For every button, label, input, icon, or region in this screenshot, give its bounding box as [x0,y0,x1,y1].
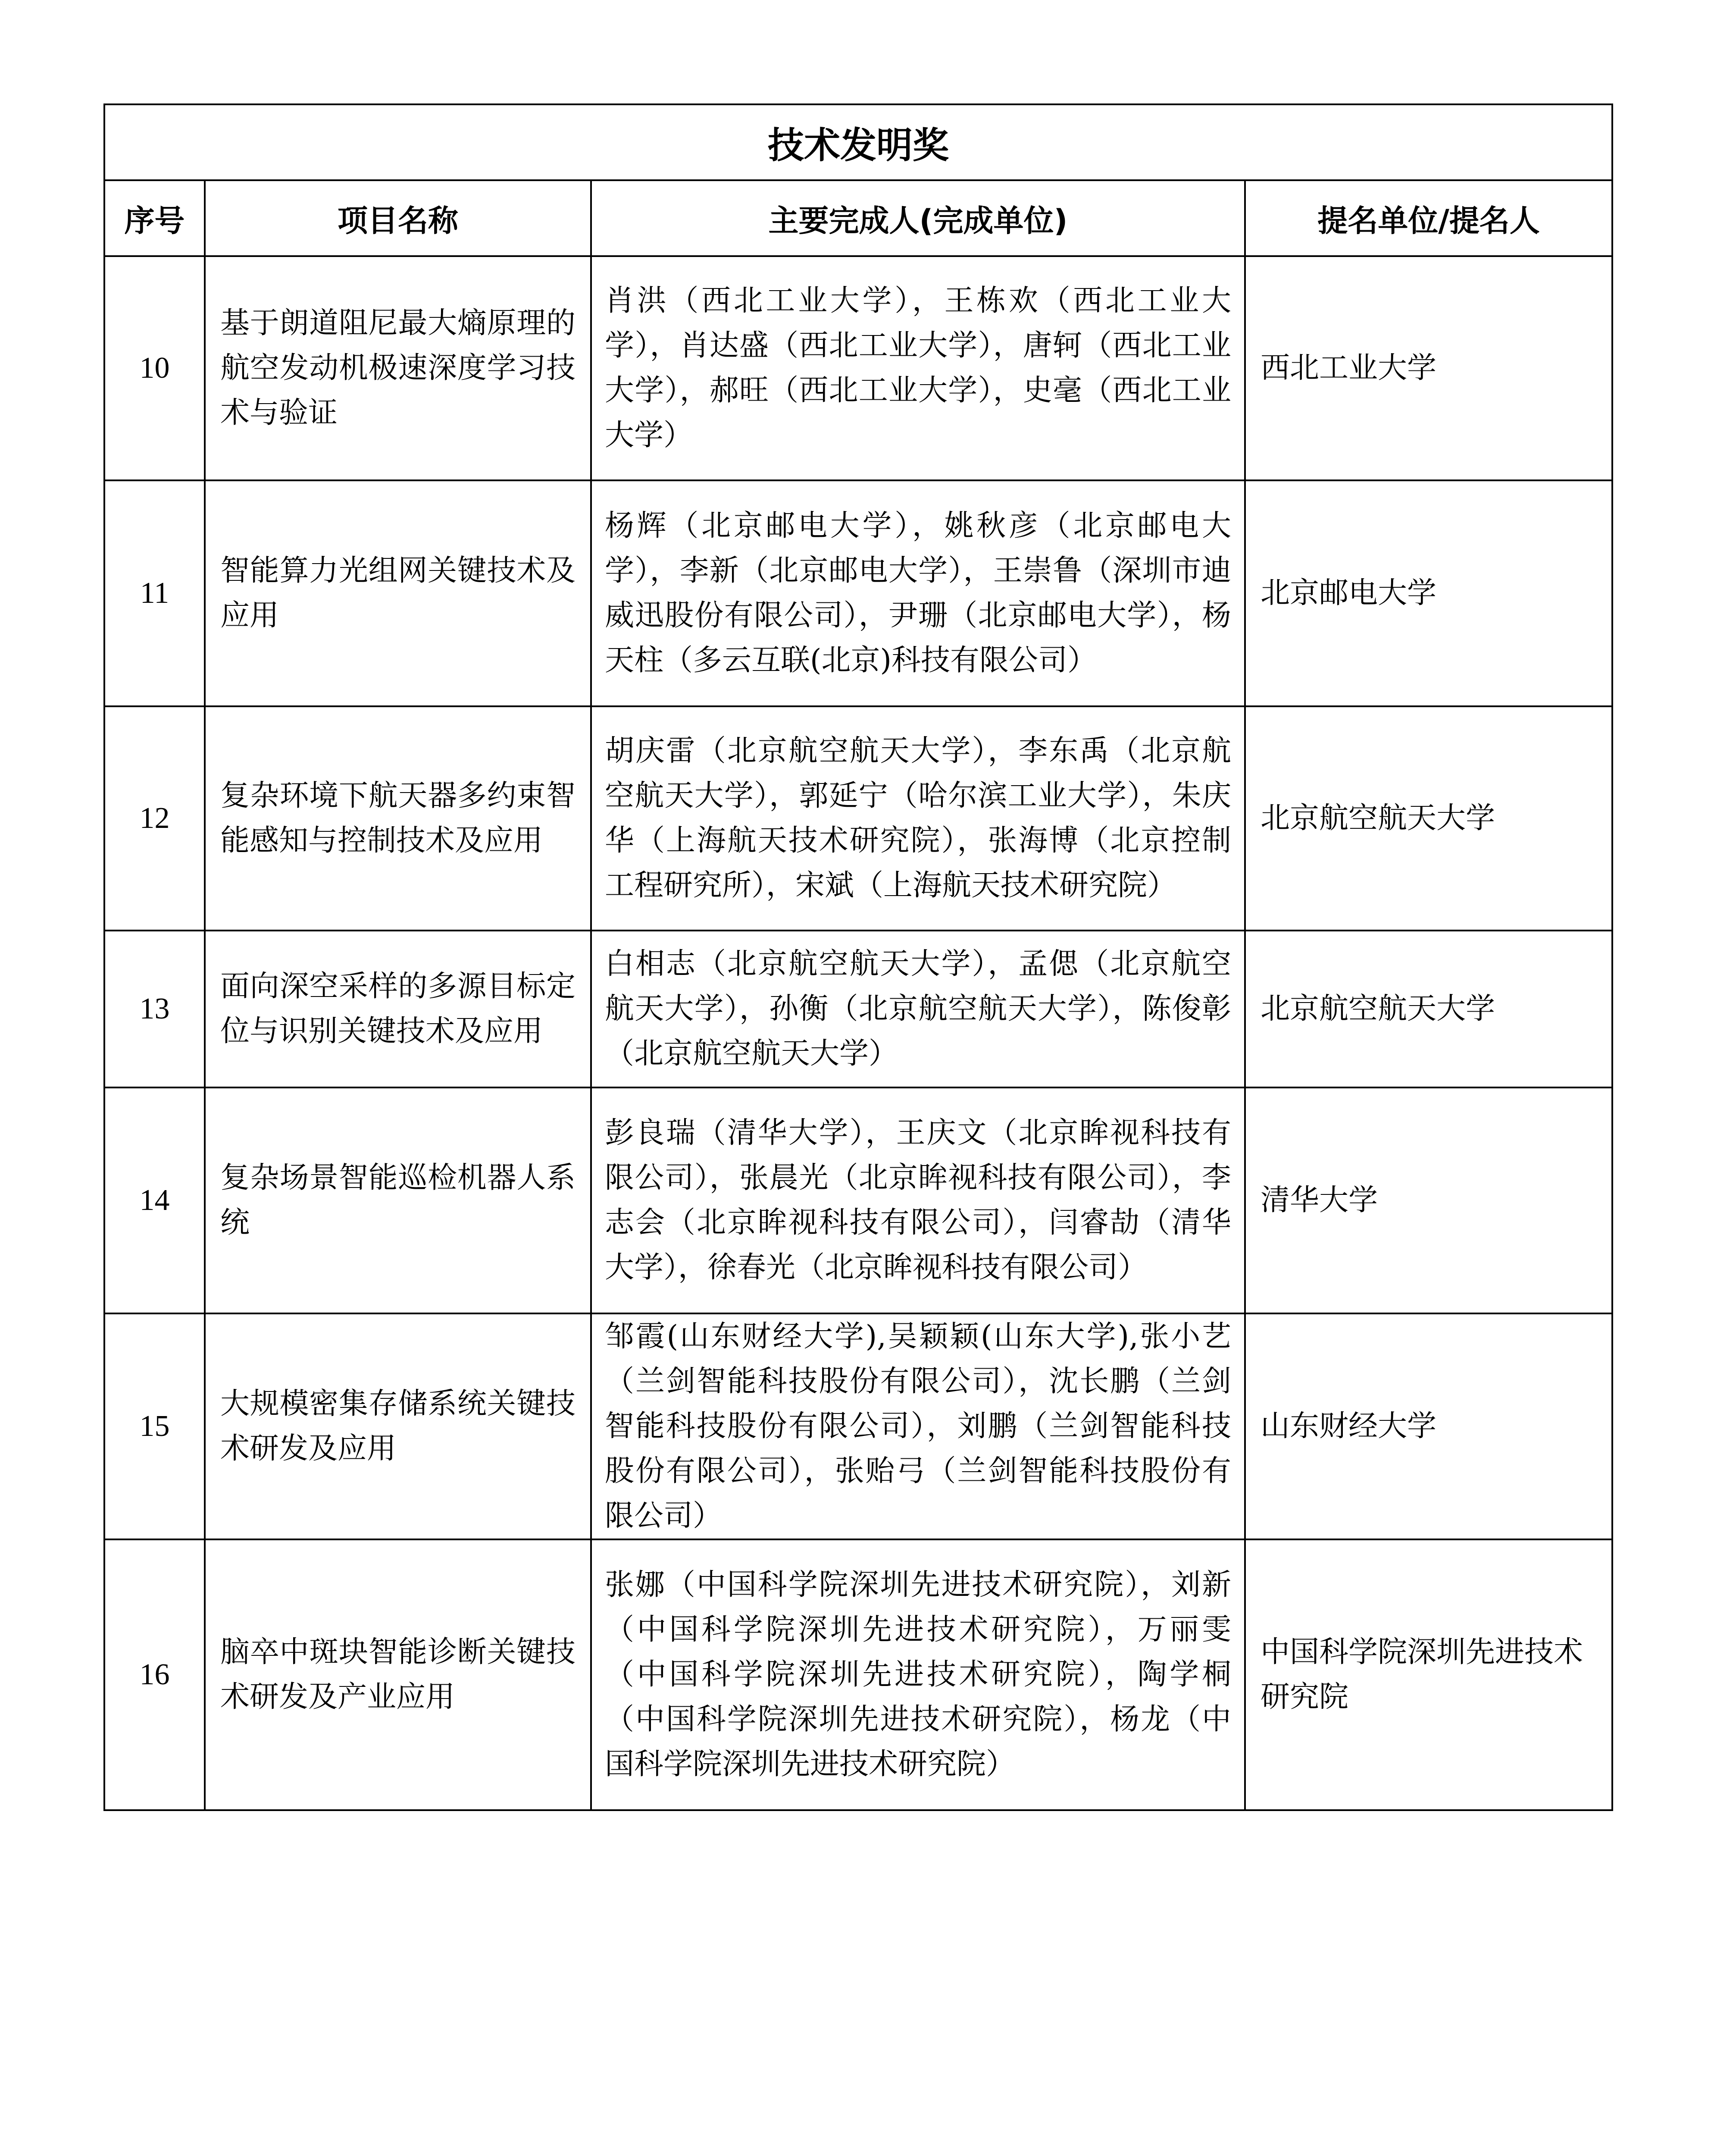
table-row [104,931,1612,1087]
row-completers: 杨辉（北京邮电大学），姚秋彦（北京邮电大学），李新（北京邮电大学），王崇鲁（深圳市迪威迅股份有限公司），尹珊（北京邮电大学），杨天柱（多云互联(北京)科技有限公司） [591,480,1245,706]
row-index: 12 [104,706,205,931]
row-project: 面向深空采样的多源目标定位与识别关键技术及应用 [205,931,591,1087]
row-nominator: 清华大学 [1245,1087,1612,1313]
row-index: 15 [104,1313,205,1539]
table-title: 技术发明奖 [104,104,1612,180]
row-nominator: 北京航空航天大学 [1245,931,1612,1087]
row-project: 复杂环境下航天器多约束智能感知与控制技术及应用 [205,706,591,931]
header-completers: 主要完成人(完成单位) [591,180,1245,256]
row-completers: 白相志（北京航空航天大学），孟偲（北京航空航天大学），孙衡（北京航空航天大学），陈俊彰（北京航空航天大学） [591,931,1245,1087]
award-table [103,103,1613,1811]
row-project: 基于朗道阻尼最大熵原理的航空发动机极速深度学习技术与验证 [205,256,591,480]
table-title-row [104,104,1612,180]
row-index: 11 [104,480,205,706]
row-nominator: 中国科学院深圳先进技术研究院 [1245,1539,1612,1810]
row-project: 智能算力光组网关键技术及应用 [205,480,591,706]
row-index: 10 [104,256,205,480]
row-completers: 彭良瑞（清华大学），王庆文（北京眸视科技有限公司），张晨光（北京眸视科技有限公司），李志会（北京眸视科技有限公司），闫睿劼（清华大学），徐春光（北京眸视科技有限公司） [591,1087,1245,1313]
row-index: 14 [104,1087,205,1313]
row-nominator: 北京航空航天大学 [1245,706,1612,931]
table-row [104,1313,1612,1539]
header-project: 项目名称 [205,180,591,256]
row-completers: 胡庆雷（北京航空航天大学），李东禹（北京航空航天大学），郭延宁（哈尔滨工业大学），朱庆华（上海航天技术研究院），张海博（北京控制工程研究所），宋斌（上海航天技术研究院） [591,706,1245,931]
row-project: 复杂场景智能巡检机器人系统 [205,1087,591,1313]
table-header-row [104,180,1612,256]
row-project: 脑卒中斑块智能诊断关键技术研发及产业应用 [205,1539,591,1810]
header-index: 序号 [104,180,205,256]
row-nominator: 西北工业大学 [1245,256,1612,480]
row-project: 大规模密集存储系统关键技术研发及应用 [205,1313,591,1539]
table-row [104,706,1612,931]
table-row [104,1539,1612,1810]
row-index: 16 [104,1539,205,1810]
table-row [104,256,1612,480]
row-completers: 张娜（中国科学院深圳先进技术研究院），刘新（中国科学院深圳先进技术研究院），万丽雯（中国科学院深圳先进技术研究院），陶学桐（中国科学院深圳先进技术研究院），杨龙（中国科学院深圳先进技术研究院） [591,1539,1245,1810]
table-row [104,480,1612,706]
table-row [104,1087,1612,1313]
row-completers: 肖洪（西北工业大学），王栋欢（西北工业大学），肖达盛（西北工业大学），唐轲（西北工业大学），郝旺（西北工业大学），史毫（西北工业大学） [591,256,1245,480]
row-nominator: 北京邮电大学 [1245,480,1612,706]
row-nominator: 山东财经大学 [1245,1313,1612,1539]
header-nominator: 提名单位/提名人 [1245,180,1612,256]
row-index: 13 [104,931,205,1087]
row-completers: 邹霞(山东财经大学),吴颖颖(山东大学),张小艺（兰剑智能科技股份有限公司），沈长鹏（兰剑智能科技股份有限公司），刘鹏（兰剑智能科技股份有限公司），张贻弓（兰剑智能科技股份有限公司） [591,1313,1245,1539]
